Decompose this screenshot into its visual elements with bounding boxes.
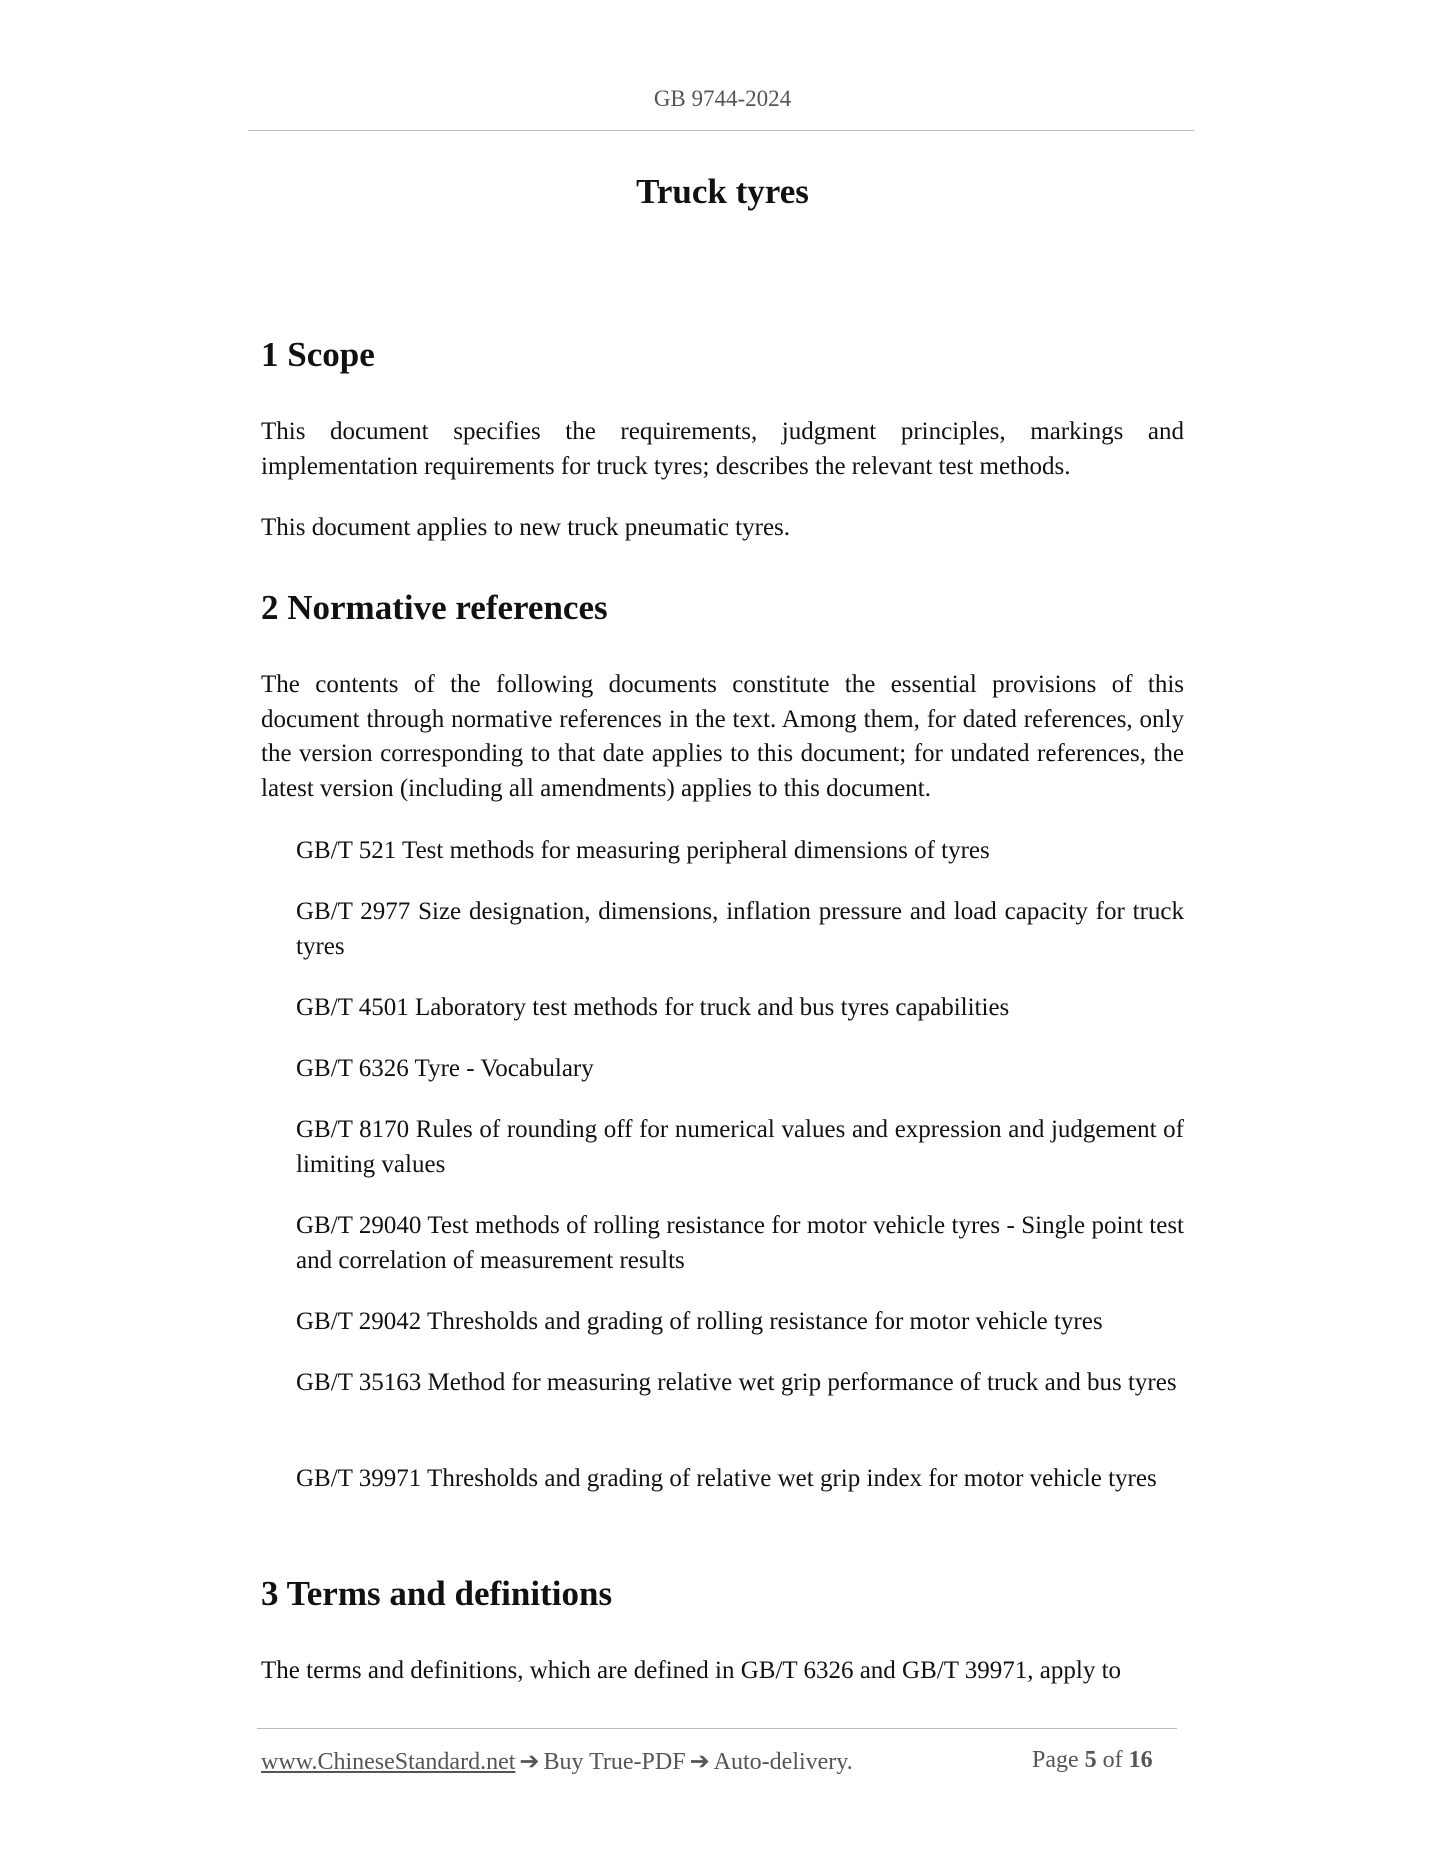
reference-item: GB/T 4501 Laboratory test methods for truck and bus tyres capabilities [296, 994, 1010, 1021]
reference-item: GB/T 2977 Size designation, dimensions, inflation pressure and load capacity for truck tyres [296, 898, 1184, 960]
document-title: Truck tyres [636, 172, 809, 211]
reference-item: GB/T 8170 Rules of rounding off for numerical values and expression and judgement of limiting values [296, 1116, 1184, 1178]
normative-references-paragraph: The contents of the following documents constitute the essential provisions of this document through normative references in the text. Among them, for dated references, only the version corresponding to that date applies to this document; for undated references, the latest version (including all amendments) applies to this document. [261, 671, 1184, 802]
scope-paragraph: This document specifies the requirements, judgment principles, markings and implementation requirements for truck tyres; describes the relevant test methods. [261, 418, 1184, 480]
section-heading-scope: 1 Scope [261, 335, 375, 374]
reference-item: GB/T 39971 Thresholds and grading of relative wet grip index for motor vehicle tyres [296, 1465, 1157, 1492]
footer-promo [261, 1747, 853, 1776]
site-link[interactable]: www.ChineseStandard.net [261, 1749, 516, 1775]
footer-divider [257, 1728, 1177, 1729]
right-arrow-icon: ➔ [689, 1749, 710, 1775]
section-heading-normative-references: 2 Normative references [261, 588, 608, 627]
page-total: 16 [1128, 1747, 1153, 1773]
reference-item: GB/T 35163 Method for measuring relative wet grip performance of truck and bus tyres [296, 1369, 1177, 1396]
right-arrow-icon: ➔ [519, 1749, 540, 1775]
auto-delivery-text: Auto-delivery. [713, 1749, 853, 1775]
page-current: 5 [1084, 1747, 1097, 1773]
running-header: GB 9744-2024 [653, 86, 792, 111]
reference-item: GB/T 29042 Thresholds and grading of rolling resistance for motor vehicle tyres [296, 1308, 1103, 1335]
buy-pdf-text: Buy True-PDF [543, 1749, 686, 1775]
scope-paragraph: This document applies to new truck pneumatic tyres. [261, 514, 791, 541]
of-label: of [1102, 1747, 1123, 1773]
reference-item: GB/T 521 Test methods for measuring peripheral dimensions of tyres [296, 837, 990, 864]
section-heading-terms-definitions: 3 Terms and definitions [261, 1574, 613, 1613]
terms-paragraph: The terms and definitions, which are defined in GB/T 6326 and GB/T 39971, apply to [261, 1657, 1122, 1684]
reference-item: GB/T 6326 Tyre - Vocabulary [296, 1055, 594, 1082]
reference-item: GB/T 29040 Test methods of rolling resistance for motor vehicle tyres - Single point test and correlation of measurement results [296, 1212, 1184, 1274]
page-number [1032, 1747, 1153, 1774]
header-divider [248, 130, 1194, 131]
page-label: Page [1032, 1747, 1079, 1773]
